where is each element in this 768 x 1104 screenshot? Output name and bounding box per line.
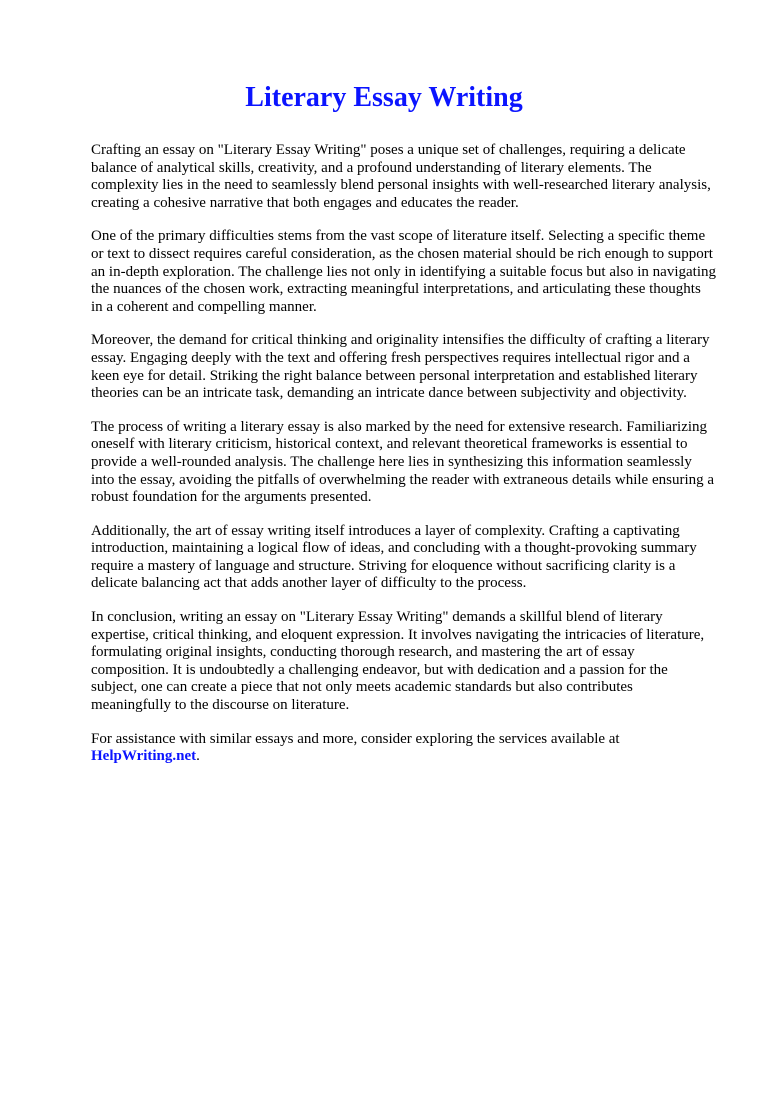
document-body — [91, 142, 716, 766]
paragraph-1: Crafting an essay on "Literary Essay Writing" poses a unique set of challenges, requiring a delicate balance of analytical skills, creativity, and a profound understanding of literary elements. The complexity lies in the need to seamlessly blend personal insights with well-researched literary analysis, creating a cohesive narrative that both engages and educates the reader. — [91, 142, 711, 211]
document-page — [0, 80, 768, 1104]
closing-suffix: . — [196, 748, 200, 765]
closing-paragraph — [91, 731, 716, 766]
paragraph-6: In conclusion, writing an essay on "Literary Essay Writing" demands a skillful blend of literary expertise, critical thinking, and eloquent expression. It involves navigating the intricacies of literature, formulating original insights, conducting thorough research, and mastering the art of essay composition. It is undoubtedly a challenging endeavor, but with dedication and a passion for the subject, one can create a piece that not only meets academic standards but also contributes meaningfully to the discourse on literature. — [91, 609, 705, 714]
paragraph-4: The process of writing a literary essay is also marked by the need for extensive research. Familiarizing oneself with literary criticism, historical context, and relevant theoretical frameworks is essential to provide a well-rounded analysis. The challenge here lies in synthesizing this information seamlessly into the essay, avoiding the pitfalls of overwhelming the reader with extraneous details while ensuring a robust foundation for the arguments presented. — [91, 418, 715, 506]
paragraph-5: Additionally, the art of essay writing itself introduces a layer of complexity. Crafting a captivating introduction, maintaining a logical flow of ideas, and concluding with a thought-provoking summary require a mastery of language and structure. Striving for eloquence without sacrificing clarity is a delicate balancing act that adds another layer of difficulty to the process. — [91, 522, 697, 592]
helpwriting-link[interactable]: HelpWriting.net — [91, 748, 197, 765]
closing-text: For assistance with similar essays and more, consider exploring the services available at — [91, 730, 620, 747]
paragraph-3: Moreover, the demand for critical thinking and originality intensifies the difficulty of crafting a literary essay. Engaging deeply with the text and offering fresh perspectives requires intellectual rigor and a keen eye for detail. Striking the right balance between personal interpretation and established literary theories can be an intricate task, demanding an intricate dance between subjectivity and objectivity. — [91, 332, 710, 402]
paragraph-2: One of the primary difficulties stems from the vast scope of literature itself. Selecting a specific theme or text to dissect requires careful consideration, as the chosen material should be rich enough to support an in-depth exploration. The challenge lies not only in identifying a suitable focus but also in navigating the nuances of the chosen work, extracting meaningful interpretations, and articulating these thoughts in a coherent and compelling manner. — [91, 228, 716, 315]
document-title: Literary Essay Writing — [245, 82, 523, 113]
